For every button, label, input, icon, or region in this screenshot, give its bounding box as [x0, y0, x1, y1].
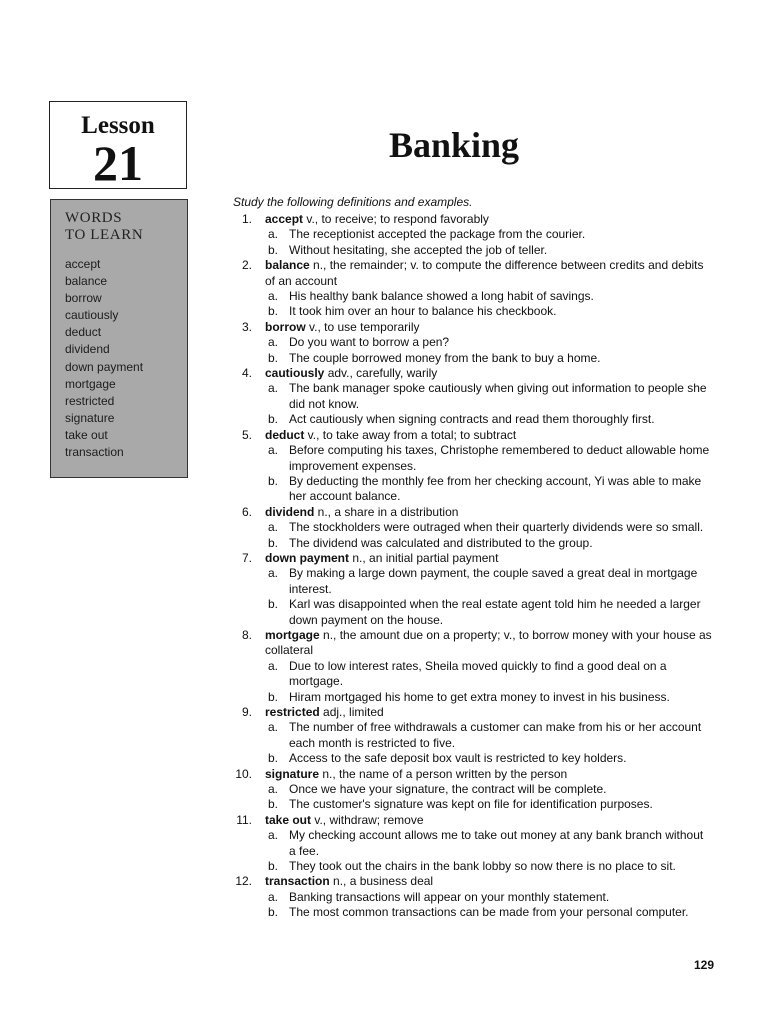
example-sentence	[232, 782, 712, 797]
definition-text: n., the name of a person written by the person	[319, 766, 568, 781]
definition-text: adj., limited	[319, 705, 384, 719]
definition-head	[232, 320, 712, 335]
example-sentence	[232, 289, 712, 304]
definition-term: accept	[265, 212, 304, 226]
example-letter: a.	[268, 443, 279, 458]
example-sentence	[232, 304, 712, 319]
definition-term: restricted	[265, 705, 320, 719]
definition-head	[232, 705, 712, 720]
word-item: mortgage	[65, 376, 116, 391]
definition-term: mortgage	[265, 627, 320, 642]
example-text: The couple borrowed money from the bank to buy a home.	[289, 350, 601, 365]
word-item: deduct	[65, 325, 102, 340]
definition-number: 6.	[241, 504, 252, 519]
definition-entry	[232, 258, 712, 320]
definition-entry	[232, 366, 712, 428]
definition-entry	[232, 767, 712, 813]
definition-text: v., withdraw; remove	[311, 812, 424, 827]
words-heading-line2: TO LEARN	[65, 227, 144, 243]
words-heading-line1: WORDS	[65, 210, 123, 226]
page-title: Banking	[388, 125, 520, 165]
definition-entry	[232, 428, 712, 505]
definition-number: 3.	[241, 319, 252, 334]
definition-number: 4.	[241, 366, 252, 381]
example-text: My checking account allows me to take out money at any bank branch without a fee.	[289, 828, 704, 858]
example-sentence	[232, 351, 712, 366]
example-text: The receptionist accepted the package from the courier.	[289, 227, 586, 242]
example-sentence	[232, 227, 712, 242]
definition-head	[232, 767, 712, 782]
word-item: take out	[65, 427, 108, 442]
example-text: Do you want to borrow a pen?	[289, 335, 450, 350]
word-item: down payment	[65, 359, 144, 374]
definition-term: deduct	[265, 427, 305, 442]
example-sentence	[232, 566, 712, 597]
definition-text: v., to receive; to respond favorably	[303, 212, 489, 226]
example-letter: a.	[268, 566, 279, 581]
example-text: The stockholders were outraged when their quarterly dividends were so small.	[289, 520, 704, 535]
definition-term: signature	[265, 766, 320, 781]
example-sentence	[232, 690, 712, 705]
example-sentence	[232, 443, 712, 474]
definition-entry	[232, 551, 712, 628]
definition-entry	[232, 813, 712, 875]
word-item: balance	[65, 274, 108, 289]
example-text: It took him over an hour to balance his checkbook.	[289, 304, 557, 319]
example-sentence	[232, 335, 712, 350]
example-letter: a.	[268, 520, 279, 535]
definition-number: 9.	[241, 705, 252, 719]
definition-text: n., the remainder; v. to compute the difference between credits and debits of an account	[265, 258, 704, 288]
definition-number: 8.	[241, 627, 252, 642]
definition-entry	[232, 705, 712, 767]
example-letter: a.	[268, 335, 279, 350]
definition-term: dividend	[265, 504, 315, 519]
example-letter: b.	[268, 859, 279, 874]
definition-number: 1.	[241, 212, 252, 226]
example-sentence	[232, 536, 712, 551]
definition-head	[232, 813, 712, 828]
word-item: transaction	[65, 445, 124, 460]
example-letter: b.	[268, 905, 279, 920]
definition-entry	[232, 628, 712, 705]
definition-text: n., an initial partial payment	[349, 550, 499, 565]
example-text: Access to the safe deposit box vault is restricted to key holders.	[289, 751, 627, 766]
definitions-list	[232, 212, 712, 921]
example-letter: b.	[268, 304, 279, 319]
example-letter: b.	[268, 242, 279, 257]
definition-term: cautiously	[265, 366, 325, 381]
definition-entry	[232, 874, 712, 920]
definition-entry	[232, 505, 712, 551]
example-text: The customer's signature was kept on file for identification purposes.	[289, 797, 653, 812]
example-text: Hiram mortgaged his home to get extra money to invest in his business.	[289, 689, 670, 704]
example-letter: a.	[268, 289, 279, 304]
example-text: The most common transactions can be made from your personal computer.	[289, 905, 689, 920]
example-letter: b.	[268, 350, 279, 365]
example-text: Karl was disappointed when the real estate agent told him he needed a larger down payment on the house.	[289, 597, 701, 627]
example-sentence	[232, 412, 712, 427]
definition-entry	[232, 320, 712, 366]
example-text: Before computing his taxes, Christophe remembered to deduct allowable home improvement expenses.	[289, 443, 710, 473]
example-text: Banking transactions will appear on your monthly statement.	[289, 889, 610, 904]
words-to-learn-box	[50, 199, 188, 478]
definition-entry	[232, 212, 712, 258]
example-sentence	[232, 520, 712, 535]
example-sentence	[232, 797, 712, 812]
example-letter: b.	[268, 597, 279, 612]
example-sentence	[232, 243, 712, 258]
example-letter: a.	[268, 227, 279, 242]
definition-number: 7.	[241, 550, 252, 565]
definition-term: borrow	[265, 319, 306, 334]
definition-head	[232, 366, 712, 381]
example-text: The number of free withdrawals a customer can make from his or her account each month is restricted to five.	[289, 720, 702, 750]
example-sentence	[232, 859, 712, 874]
definition-term: take out	[265, 812, 312, 827]
definition-number: 11.	[236, 812, 252, 827]
example-text: They took out the chairs in the bank lobby so now there is no place to sit.	[289, 859, 676, 874]
page-number: 129	[693, 958, 714, 972]
definition-text: v., to use temporarily	[305, 319, 420, 334]
definition-text: n., a share in a distribution	[314, 504, 459, 519]
example-letter: b.	[268, 689, 279, 704]
example-letter: b.	[268, 751, 279, 766]
definition-number: 12.	[235, 874, 252, 889]
word-item: cautiously	[65, 308, 119, 323]
definition-term: transaction	[265, 874, 330, 889]
example-sentence	[232, 751, 712, 766]
definition-text: n., a business deal	[329, 874, 434, 889]
word-item: signature	[65, 410, 115, 425]
example-sentence	[232, 890, 712, 905]
definition-number: 5.	[241, 427, 252, 442]
definition-number: 2.	[241, 258, 252, 273]
definition-text: n., the amount due on a property; v., to borrow money with your house as collateral	[265, 627, 712, 658]
example-text: Act cautiously when signing contracts and read them thoroughly first.	[289, 412, 655, 427]
words-list	[65, 256, 143, 461]
example-letter: b.	[268, 535, 279, 550]
example-letter: b.	[268, 412, 279, 427]
example-letter: a.	[268, 889, 279, 904]
definition-head	[232, 258, 712, 289]
example-text: By deducting the monthly fee from her checking account, Yi was able to make her account balance.	[289, 473, 702, 504]
definition-text: v., to take away from a total; to subtract	[304, 427, 517, 442]
example-letter: a.	[268, 658, 279, 673]
example-text: Due to low interest rates, Sheila moved quickly to find a good deal on a mortgage.	[289, 658, 667, 689]
example-letter: a.	[268, 381, 279, 396]
example-sentence	[232, 474, 712, 505]
definition-head	[232, 551, 712, 566]
definition-term: balance	[265, 258, 310, 273]
word-item: borrow	[65, 291, 102, 306]
example-text: Once we have your signature, the contract will be complete.	[289, 782, 607, 797]
word-item: restricted	[65, 393, 115, 408]
definition-term: down payment	[265, 550, 350, 565]
definition-head	[232, 628, 712, 659]
example-sentence	[232, 905, 712, 920]
example-letter: a.	[268, 828, 279, 843]
definition-head	[232, 505, 712, 520]
example-sentence	[232, 659, 712, 690]
example-letter: b.	[268, 797, 279, 812]
example-letter: b.	[268, 473, 279, 488]
word-item: dividend	[65, 342, 110, 357]
example-sentence	[232, 597, 712, 628]
lesson-number: 21	[93, 135, 143, 191]
definition-head	[232, 874, 712, 889]
example-sentence	[232, 381, 712, 412]
example-letter: a.	[268, 720, 279, 735]
example-text: Without hesitating, she accepted the job of teller.	[289, 242, 548, 257]
example-letter: a.	[268, 782, 279, 797]
example-text: The bank manager spoke cautiously when giving out information to people she did not know.	[289, 381, 707, 411]
example-text: The dividend was calculated and distributed to the group.	[289, 535, 593, 550]
example-text: By making a large down payment, the couple saved a great deal in mortgage interest.	[289, 566, 698, 596]
definition-head	[232, 428, 712, 443]
lesson-label: Lesson	[81, 112, 155, 139]
intro-text: Study the following definitions and examples.	[233, 195, 473, 209]
example-sentence	[232, 720, 712, 751]
word-item: accept	[65, 257, 101, 271]
definition-head	[232, 212, 712, 227]
example-sentence	[232, 828, 712, 859]
definition-number: 10.	[235, 766, 252, 781]
example-text: His healthy bank balance showed a long habit of savings.	[289, 289, 594, 304]
definition-text: adv., carefully, warily	[324, 366, 438, 381]
words-to-learn-heading	[65, 210, 143, 244]
